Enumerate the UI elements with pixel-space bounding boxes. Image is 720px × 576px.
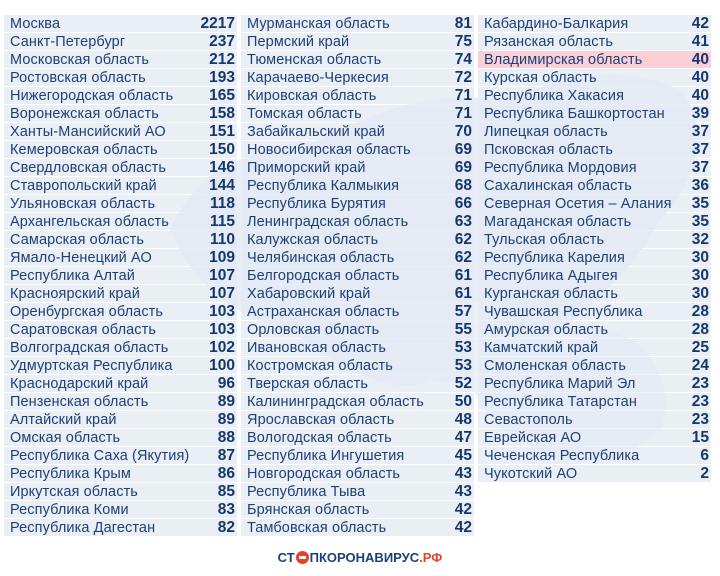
region-name: Астраханская область	[247, 303, 400, 320]
region-row	[4, 447, 237, 464]
region-name: Владимирская область	[484, 51, 643, 68]
region-row	[241, 123, 474, 140]
region-name: Тульская область	[484, 231, 605, 248]
region-count: 107	[209, 266, 235, 284]
region-name: Республика Ингушетия	[247, 447, 405, 464]
region-name: Челябинская область	[247, 249, 395, 266]
region-count: 40	[691, 50, 709, 68]
region-count: 2	[700, 464, 709, 482]
region-count: 96	[217, 374, 235, 392]
region-row	[241, 33, 474, 50]
region-row	[4, 285, 237, 302]
region-name: Белгородская область	[247, 267, 400, 284]
region-name: Архангельская область	[10, 213, 169, 230]
region-name: Карачаево-Черкесия	[247, 69, 389, 86]
region-count: 63	[454, 212, 472, 230]
region-name: Калининградская область	[247, 393, 424, 410]
region-count: 81	[454, 14, 472, 32]
region-count: 69	[454, 140, 472, 158]
region-name: Ярославская область	[247, 411, 395, 428]
region-count: 103	[209, 320, 235, 338]
region-count: 6	[700, 446, 709, 464]
region-name: Смоленская область	[484, 357, 627, 374]
region-row	[241, 321, 474, 338]
region-row	[478, 123, 711, 140]
region-row	[241, 393, 474, 410]
region-row	[241, 177, 474, 194]
region-row	[478, 249, 711, 266]
region-row	[4, 177, 237, 194]
region-count: 50	[454, 392, 472, 410]
region-row	[478, 213, 711, 230]
region-row	[478, 159, 711, 176]
region-row	[4, 15, 237, 32]
region-count: 30	[691, 266, 709, 284]
region-count: 151	[209, 122, 235, 140]
region-name: Забайкальский край	[247, 123, 385, 140]
region-name: Республика Марий Эл	[484, 375, 636, 392]
region-count: 55	[454, 320, 472, 338]
region-row	[4, 231, 237, 248]
region-row	[4, 87, 237, 104]
region-name: Краснодарский край	[10, 375, 149, 392]
region-name: Кировская область	[247, 87, 377, 104]
region-row	[4, 33, 237, 50]
region-name: Удмуртская Республика	[10, 357, 173, 374]
region-count: 89	[217, 392, 235, 410]
region-row	[241, 483, 474, 500]
stopcoronavirus-logo	[0, 550, 720, 565]
region-name: Республика Карелия	[484, 249, 625, 266]
region-row	[4, 123, 237, 140]
region-name: Саратовская область	[10, 321, 157, 338]
region-count: 25	[691, 338, 709, 356]
region-row	[4, 375, 237, 392]
region-count: 24	[691, 356, 709, 374]
region-count: 40	[691, 68, 709, 86]
region-name: Калужская область	[247, 231, 379, 248]
region-row	[4, 357, 237, 374]
region-row	[4, 321, 237, 338]
region-row	[478, 375, 711, 392]
region-count: 62	[454, 248, 472, 266]
region-name: Республика Коми	[10, 501, 129, 518]
region-name: Санкт-Петербург	[10, 33, 126, 50]
region-count: 82	[217, 518, 235, 536]
region-count: 35	[691, 194, 709, 212]
region-count: 144	[209, 176, 235, 194]
region-count: 28	[691, 302, 709, 320]
region-name: Орловская область	[247, 321, 380, 338]
region-count: 37	[691, 122, 709, 140]
region-count: 30	[691, 248, 709, 266]
region-row	[241, 429, 474, 446]
region-row	[478, 411, 711, 428]
region-name: Волгоградская область	[10, 339, 169, 356]
region-row	[241, 105, 474, 122]
region-name: Республика Дагестан	[10, 519, 156, 536]
region-count: 40	[691, 86, 709, 104]
region-row	[241, 357, 474, 374]
region-row	[4, 519, 237, 536]
region-count: 61	[454, 284, 472, 302]
region-row	[241, 501, 474, 518]
region-row	[4, 249, 237, 266]
region-row	[241, 87, 474, 104]
region-count: 165	[209, 86, 235, 104]
region-count: 110	[209, 230, 235, 248]
region-count: 42	[691, 14, 709, 32]
region-count: 2217	[200, 14, 235, 32]
region-row	[4, 69, 237, 86]
region-count: 23	[691, 374, 709, 392]
region-name: Псковская область	[484, 141, 614, 158]
region-count: 62	[454, 230, 472, 248]
region-row	[241, 159, 474, 176]
region-count: 88	[217, 428, 235, 446]
region-count: 103	[209, 302, 235, 320]
region-count: 48	[454, 410, 472, 428]
region-name: Кемеровская область	[10, 141, 158, 158]
region-row	[478, 231, 711, 248]
region-row	[241, 285, 474, 302]
region-row	[4, 501, 237, 518]
region-name: Тамбовская область	[247, 519, 387, 536]
region-row	[478, 195, 711, 212]
region-count: 45	[454, 446, 472, 464]
region-name: Оренбургская область	[10, 303, 164, 320]
region-name: Республика Хакасия	[484, 87, 625, 104]
region-row	[4, 303, 237, 320]
region-name: Магаданская область	[484, 213, 632, 230]
region-name: Иркутская область	[10, 483, 138, 500]
region-count: 23	[691, 410, 709, 428]
region-row	[241, 231, 474, 248]
region-count: 53	[454, 356, 472, 374]
region-name: Республика Башкортостан	[484, 105, 665, 122]
region-row	[478, 321, 711, 338]
region-count: 72	[454, 68, 472, 86]
region-row	[478, 177, 711, 194]
region-name: Хабаровский край	[247, 285, 371, 302]
region-count: 28	[691, 320, 709, 338]
stop-sign-icon	[296, 551, 309, 564]
region-name: Нижегородская область	[10, 87, 174, 104]
region-name: Омская область	[10, 429, 121, 446]
region-row	[241, 15, 474, 32]
region-name: Кабардино-Балкария	[484, 15, 629, 32]
region-name: Амурская область	[484, 321, 609, 338]
region-row	[241, 195, 474, 212]
region-row	[478, 303, 711, 320]
region-row	[478, 15, 711, 32]
region-name: Ямало-Ненецкий АО	[10, 249, 152, 266]
region-count: 150	[209, 140, 235, 158]
region-count: 115	[209, 212, 235, 230]
region-name: Пермский край	[247, 33, 350, 50]
region-count: 100	[209, 356, 235, 374]
region-row	[4, 51, 237, 68]
region-row	[241, 249, 474, 266]
region-name: Севастополь	[484, 411, 573, 428]
region-row	[241, 447, 474, 464]
region-row	[241, 141, 474, 158]
region-count: 102	[209, 338, 235, 356]
region-count: 158	[209, 104, 235, 122]
region-row	[241, 267, 474, 284]
region-count: 212	[209, 50, 235, 68]
region-count: 85	[217, 482, 235, 500]
region-count: 35	[691, 212, 709, 230]
region-name: Ростовская область	[10, 69, 146, 86]
region-count: 42	[454, 500, 472, 518]
region-name: Чувашская Республика	[484, 303, 643, 320]
region-stats-table	[4, 15, 716, 537]
region-name: Красноярский край	[10, 285, 140, 302]
logo-text-part2: ПКОРОНАВИРУС	[309, 550, 420, 565]
region-count: 89	[217, 410, 235, 428]
region-name: Брянская область	[247, 501, 370, 518]
region-row	[4, 141, 237, 158]
region-row	[478, 51, 711, 68]
region-name: Камчатский край	[484, 339, 599, 356]
region-name: Алтайский край	[10, 411, 117, 428]
region-row	[241, 411, 474, 428]
region-name: Тверская область	[247, 375, 369, 392]
region-name: Московская область	[10, 51, 150, 68]
region-name: Республика Мордовия	[484, 159, 637, 176]
region-count: 43	[454, 464, 472, 482]
region-count: 30	[691, 284, 709, 302]
region-name: Республика Алтай	[10, 267, 135, 284]
region-name: Липецкая область	[484, 123, 608, 140]
region-name: Северная Осетия – Алания	[484, 195, 672, 212]
region-count: 61	[454, 266, 472, 284]
region-name: Ставропольский край	[10, 177, 157, 194]
region-name: Ульяновская область	[10, 195, 156, 212]
region-name: Чукотский АО	[484, 465, 578, 482]
region-count: 23	[691, 392, 709, 410]
region-row	[478, 69, 711, 86]
logo-text-part3: .РФ	[419, 550, 443, 565]
region-count: 37	[691, 158, 709, 176]
column-2	[241, 15, 474, 537]
region-count: 39	[691, 104, 709, 122]
region-name: Самарская область	[10, 231, 145, 248]
region-count: 43	[454, 482, 472, 500]
region-count: 237	[209, 32, 235, 50]
region-count: 42	[454, 518, 472, 536]
region-name: Республика Бурятия	[247, 195, 387, 212]
region-name: Ивановская область	[247, 339, 386, 356]
region-count: 52	[454, 374, 472, 392]
region-name: Приморский край	[247, 159, 366, 176]
region-count: 74	[454, 50, 472, 68]
region-row	[4, 195, 237, 212]
region-row	[478, 447, 711, 464]
region-row	[241, 465, 474, 482]
region-count: 86	[217, 464, 235, 482]
region-count: 47	[454, 428, 472, 446]
region-count: 37	[691, 140, 709, 158]
region-count: 118	[209, 194, 235, 212]
region-name: Чеченская Республика	[484, 447, 640, 464]
region-name: Новгородская область	[247, 465, 401, 482]
region-name: Мурманская область	[247, 15, 390, 32]
region-count: 66	[454, 194, 472, 212]
region-count: 41	[691, 32, 709, 50]
region-count: 57	[454, 302, 472, 320]
region-count: 107	[209, 284, 235, 302]
region-count: 36	[691, 176, 709, 194]
region-row	[478, 267, 711, 284]
column-1	[4, 15, 237, 537]
region-count: 15	[691, 428, 709, 446]
region-count: 71	[454, 104, 472, 122]
region-name: Еврейская АО	[484, 429, 582, 446]
region-row	[4, 159, 237, 176]
region-name: Костромская область	[247, 357, 393, 374]
region-row	[4, 411, 237, 428]
region-row	[241, 213, 474, 230]
region-row	[241, 303, 474, 320]
region-row	[478, 105, 711, 122]
region-count: 69	[454, 158, 472, 176]
region-row	[478, 33, 711, 50]
region-row	[478, 465, 711, 482]
region-name: Курская область	[484, 69, 597, 86]
region-count: 70	[454, 122, 472, 140]
region-row	[4, 483, 237, 500]
region-row	[478, 285, 711, 302]
region-row	[478, 429, 711, 446]
region-count: 87	[217, 446, 235, 464]
region-row	[4, 105, 237, 122]
region-name: Ленинградская область	[247, 213, 409, 230]
region-row	[241, 375, 474, 392]
region-row	[478, 141, 711, 158]
region-name: Республика Калмыкия	[247, 177, 400, 194]
region-name: Сахалинская область	[484, 177, 632, 194]
region-row	[4, 393, 237, 410]
region-name: Новосибирская область	[247, 141, 411, 158]
region-name: Республика Адыгея	[484, 267, 618, 284]
region-row	[241, 69, 474, 86]
region-row	[4, 429, 237, 446]
region-row	[4, 339, 237, 356]
region-name: Ханты-Мансийский АО	[10, 123, 166, 140]
region-name: Свердловская область	[10, 159, 167, 176]
region-count: 193	[209, 68, 235, 86]
region-count: 83	[217, 500, 235, 518]
region-name: Республика Крым	[10, 465, 131, 482]
region-row	[4, 213, 237, 230]
region-count: 146	[209, 158, 235, 176]
region-row	[241, 339, 474, 356]
region-row	[241, 519, 474, 536]
region-name: Республика Тыва	[247, 483, 366, 500]
region-name: Вологодская область	[247, 429, 392, 446]
region-row	[478, 357, 711, 374]
region-name: Томская область	[247, 105, 362, 122]
column-3	[478, 15, 711, 537]
region-count: 32	[691, 230, 709, 248]
region-name: Республика Татарстан	[484, 393, 637, 410]
region-name: Пензенская область	[10, 393, 149, 410]
region-row	[478, 87, 711, 104]
region-name: Курганская область	[484, 285, 618, 302]
region-name: Воронежская область	[10, 105, 159, 122]
region-count: 53	[454, 338, 472, 356]
region-name: Рязанская область	[484, 33, 614, 50]
region-count: 75	[454, 32, 472, 50]
region-count: 68	[454, 176, 472, 194]
region-name: Москва	[10, 15, 61, 32]
region-row	[478, 339, 711, 356]
region-row	[241, 51, 474, 68]
region-name: Республика Саха (Якутия)	[10, 447, 190, 464]
region-count: 109	[209, 248, 235, 266]
region-count: 71	[454, 86, 472, 104]
region-row	[4, 465, 237, 482]
region-row	[4, 267, 237, 284]
logo-text-part1: СТ	[277, 550, 295, 565]
region-name: Тюменская область	[247, 51, 382, 68]
region-row	[478, 393, 711, 410]
